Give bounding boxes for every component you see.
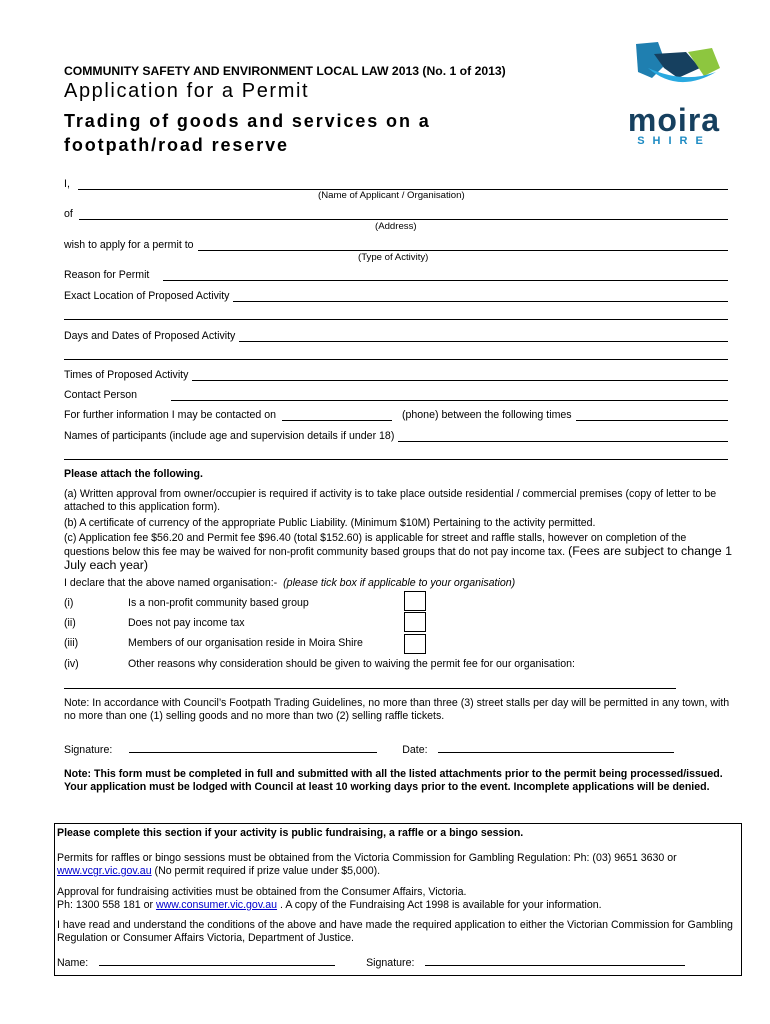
no-income-tax-checkbox[interactable] [404,612,426,632]
logo-mark-icon [608,38,740,102]
consumer-link[interactable]: www.consumer.vic.gov.au [155,899,278,911]
consumer-text: Approval for fundraising activities must be obtained from the Consumer Affairs, Victoria. [57,886,467,898]
fundraising-consumer [57,886,737,912]
consumer-line-2 [57,899,737,912]
times-label: Times of Proposed Activity [64,369,189,381]
date-label: Date: [402,744,428,756]
days-row-2 [64,350,728,360]
consumer-note: . A copy of the Fundraising Act 1998 is available for your information. [280,899,602,911]
reason-field[interactable] [163,271,728,281]
reason-label: Reason for Permit [64,269,150,281]
subtitle-line-1: Trading of goods and services on a [64,111,431,131]
address-label: of [64,208,73,220]
fundraising-name-field[interactable] [99,956,335,966]
days-row [64,330,728,342]
declare-item-text: Other reasons why consideration should be given to waiving the permit fee for our organisation: [128,658,575,670]
contact-field[interactable] [171,391,728,401]
submission-note: Note: This form must be completed in full and submitted with all the listed attachments prior to the permit being processed/issued. Your application must be lodged with Council at least 10 working days prior to the event. Incomplete applications will be denied. [64,768,723,793]
vcgr-text: Permits for raffles or bingo sessions must be obtained from the Victoria Commission for Gambling Regulation: Ph: (03) 9651 3630 or [57,852,677,864]
reason-row [64,269,728,281]
activity-type-caption: (Type of Activity) [358,252,429,263]
participants-label: Names of participants (include age and supervision details if under 18) [64,430,395,442]
participants-field[interactable] [398,432,728,442]
attach-item-b: (b) A certificate of currency of the appropriate Public Liability. (Minimum $10M) Pertaining to the activity permitted. [64,517,596,529]
attach-item-c-text: (c) Application fee $56.20 and Permit fee $96.40 (total $152.60) is applicable for street and raffle stalls, however on completion of the questions below this fee may be waived for non-profit community based groups that do not pay income tax. [64,532,687,558]
contact-row [64,389,728,401]
other-reasons-field[interactable] [64,688,676,689]
declaration-text: I declare that the above named organisation:- [64,577,278,589]
applicant-caption: (Name of Applicant / Organisation) [318,190,465,201]
participants-field-2[interactable] [64,450,728,460]
date-field[interactable] [438,743,674,753]
days-label: Days and Dates of Proposed Activity [64,330,236,342]
fundraising-sign-row [57,956,737,970]
declare-item-num: (iv) [64,658,79,670]
address-caption: (Address) [375,221,417,232]
vcgr-link[interactable]: www.vcgr.vic.gov.au [57,865,152,877]
contacted-label: For further information I may be contacted on [64,409,276,421]
moira-resident-checkbox[interactable] [404,634,426,654]
phone-field[interactable] [282,411,392,421]
logo-wordmark: moira [627,102,721,138]
fundraising-vcgr [57,852,737,878]
address-field[interactable] [79,210,728,220]
days-field[interactable] [239,332,728,342]
fundraising-signature-label: Signature: [366,957,415,969]
guidelines-note: Note: In accordance with Council’s Footpath Trading Guidelines, no more than three (3) street stalls per day will be permitted in any town, with no more than one (1) selling goods and no more than two (2) selling raffle tickets. [64,697,730,722]
applicant-label: I, [64,178,70,190]
applicant-name-field[interactable] [78,180,728,190]
phone-times-label: (phone) between the following times [401,409,572,421]
address-row [64,208,728,220]
non-profit-checkbox[interactable] [404,591,426,611]
declaration [64,577,734,590]
law-title: COMMUNITY SAFETY AND ENVIRONMENT LOCAL LAW 2013 (No. 1 of 2013) [64,64,506,78]
location-field-2[interactable] [64,310,728,320]
attach-item-c [64,532,734,573]
declare-item-text: Members of our organisation reside in Moira Shire [128,637,363,649]
declare-item-text: Is a non-profit community based group [128,597,309,609]
declare-item-num: (ii) [64,617,76,629]
vcgr-note: (No permit required if prize value under $5,000). [154,865,381,877]
contact-label: Contact Person [64,389,138,401]
fundraising-heading: Please complete this section if your activity is public fundraising, a raffle or a bingo session. [57,827,524,839]
declare-item-num: (i) [64,597,74,609]
fundraising-section [54,823,742,976]
phone-row [64,409,728,421]
applicant-name-row [64,178,728,190]
subtitle-line-2: footpath/road reserve [64,135,289,155]
consumer-phone: Ph: 1300 558 181 or [57,899,154,911]
page-title: Application for a Permit [64,80,310,102]
location-row-2 [64,310,728,320]
fundraising-signature-field[interactable] [425,956,685,966]
activity-type-label: wish to apply for a permit to [64,239,194,251]
location-row [64,290,728,302]
times-row [64,369,728,381]
attach-item-c-note: (Fees are subject to change 1 July each year) [64,544,733,572]
declare-item-num: (iii) [64,637,79,649]
signature-field[interactable] [129,743,377,753]
location-field[interactable] [233,292,728,302]
participants-row [64,430,728,442]
attach-item-a: (a) Written approval from owner/occupier is required if activity is to take place outside residential / commercial premises (copy of letter to be attached to this application form). [64,488,717,513]
activity-type-row [64,239,728,251]
days-field-2[interactable] [64,350,728,360]
activity-type-field[interactable] [198,241,728,251]
declaration-hint: (please tick box if applicable to your organisation) [283,577,516,589]
attach-heading: Please attach the following. [64,468,203,480]
signature-row [64,743,674,756]
phone-times-field[interactable] [576,411,728,421]
fundraising-declaration: I have read and understand the conditions of the above and have made the required application to either the Victorian Commission for Gambling Regulation or Consumer Affairs Victoria, Department of Justice. [57,919,733,944]
logo-subtext: SHIRE [637,135,711,147]
page-subtitle [64,109,431,157]
moira-shire-logo [608,38,740,150]
times-field[interactable] [192,371,728,381]
fundraising-name-label: Name: [57,957,89,969]
participants-row-2 [64,450,728,460]
declare-item-text: Does not pay income tax [128,617,245,629]
signature-label: Signature: [64,744,113,756]
location-label: Exact Location of Proposed Activity [64,290,230,302]
